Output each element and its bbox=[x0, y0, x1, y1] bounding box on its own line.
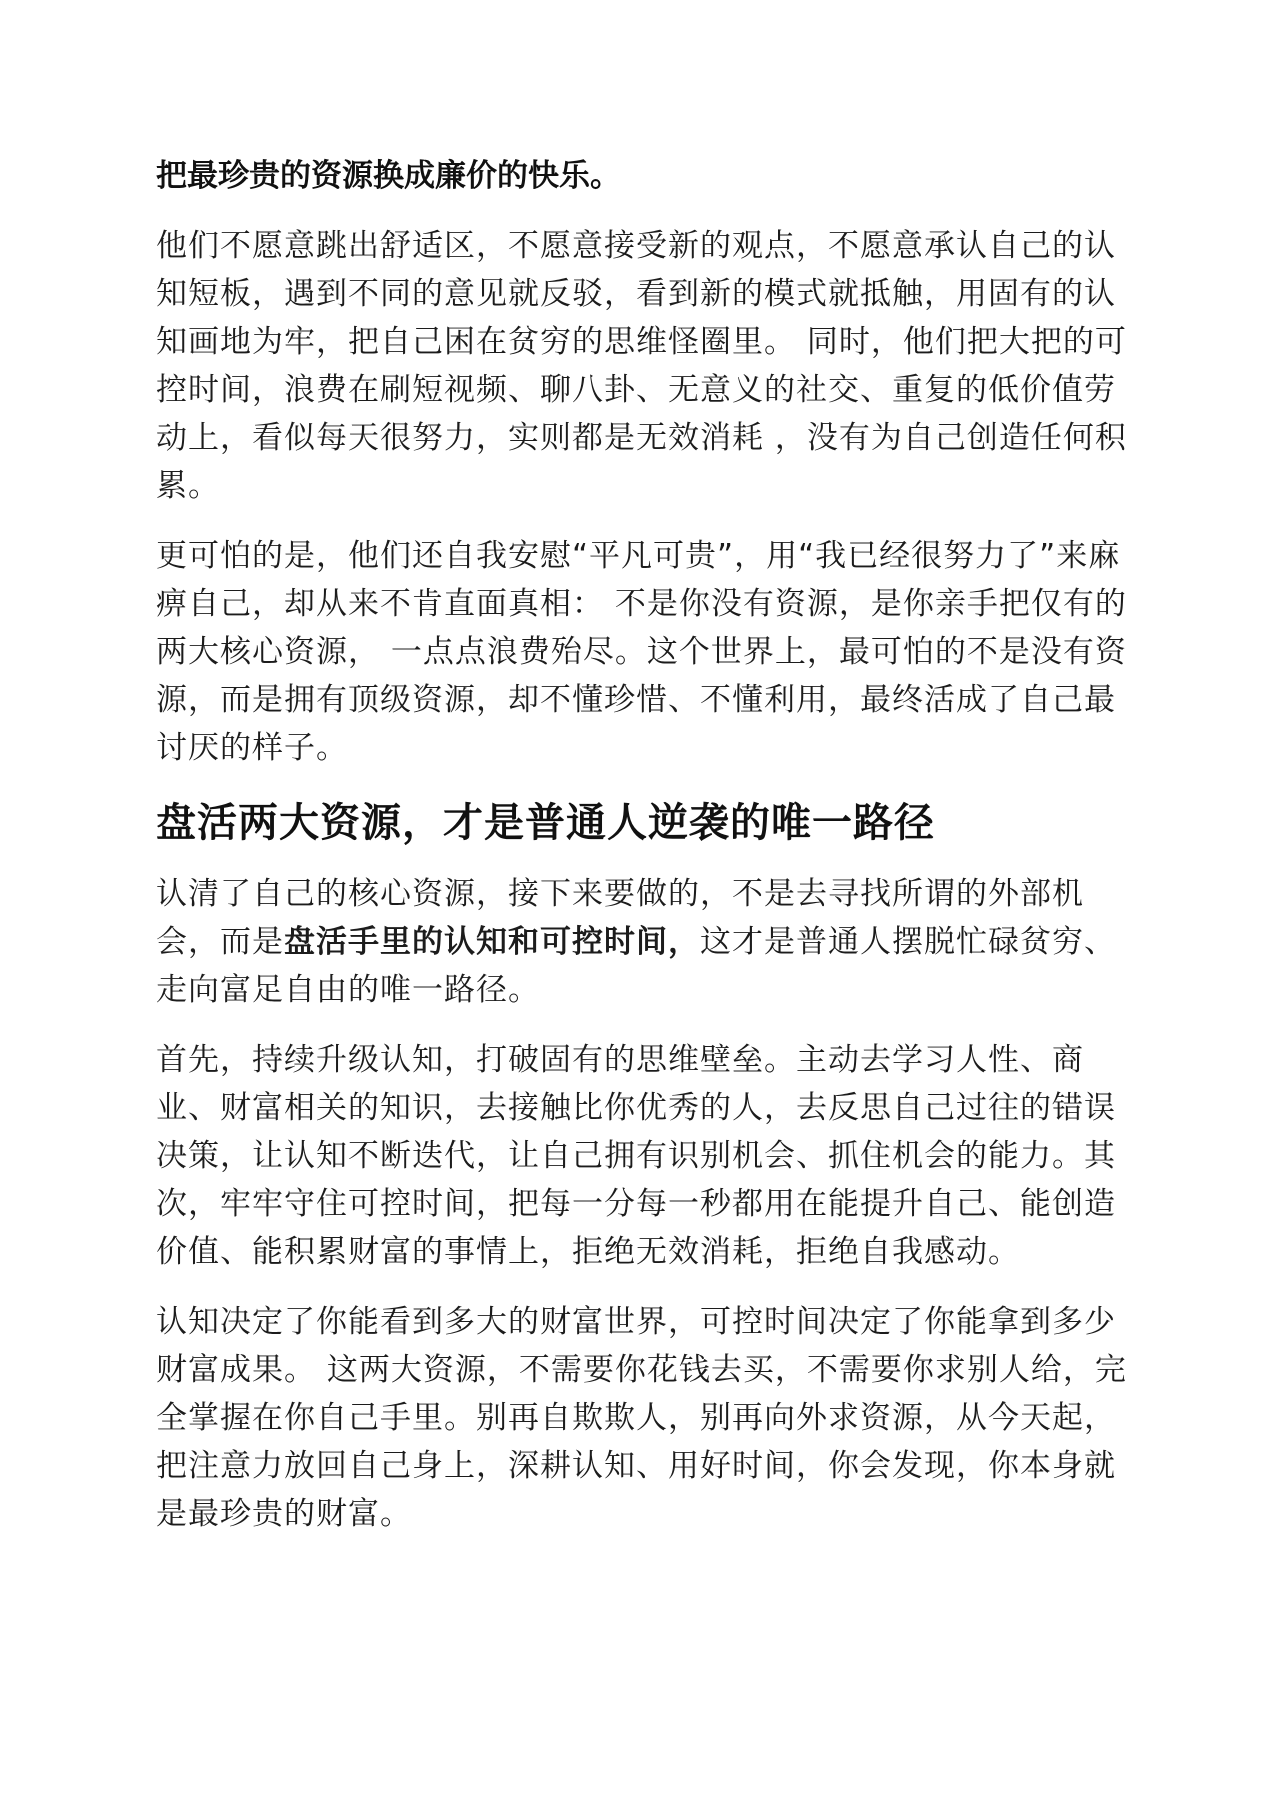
paragraph-upgrade-cognition: 首先，持续升级认知，打破固有的思维壁垒。主动去学习人性、商业、财富相关的知识，去接触比你优秀的人，去反思自己过往的错误决策，让认知不断迭代，让自己拥有识别机会、抓住机会的能力。其次，牢牢守住可控时间，把每一分每一秒都用在能提升自己、能创造价值、能积累财富的事情上，拒绝无效消耗，拒绝自我感动。 bbox=[156, 1042, 1116, 1270]
paragraph-self-comfort: 更可怕的是，他们还自我安慰“平凡可贵”，用“我已经很努力了”来麻痹自己，却从来不肯直面真相： 不是你没有资源，是你亲手把仅有的两大核心资源， 一点点浪费殆尽。这个世界上，最可怕的不是没有资源，而是拥有顶级资源，却不懂珍惜、不懂利用，最终活成了自己最讨厌的样子。 bbox=[156, 538, 1127, 766]
lead-sentence: 把最珍贵的资源换成廉价的快乐。 bbox=[156, 158, 621, 194]
emphasis-text: 盘活手里的认知和可控时间， bbox=[284, 924, 700, 960]
paragraph-text-after: 这才是普通人摆脱忙碌贫穷、走向富足自由的唯一路径。 bbox=[156, 924, 1116, 1008]
paragraph-core-resources bbox=[156, 870, 1132, 1014]
paragraph-text-before: 认清了自己的核心资源，接下来要做的，不是去寻找所谓的外部机会，而是 bbox=[156, 876, 1084, 960]
section-heading: 盘活两大资源，才是普通人逆袭的唯一路径 bbox=[156, 800, 935, 846]
paragraph-conclusion: 认知决定了你能看到多大的财富世界，可控时间决定了你能拿到多少财富成果。 这两大资源，不需要你花钱去买，不需要你求别人给，完全掌握在你自己手里。别再自欺欺人，别再向外求资源，从今天起，把注意力放回自己身上，深耕认知、用好时间，你会发现，你本身就是最珍贵的财富。 bbox=[156, 1304, 1127, 1532]
article-body bbox=[156, 152, 1132, 1560]
paragraph-comfort-zone: 他们不愿意跳出舒适区，不愿意接受新的观点，不愿意承认自己的认知短板，遇到不同的意见就反驳，看到新的模式就抵触，用固有的认知画地为牢，把自己困在贫穷的思维怪圈里。 同时，他们把大把的可控时间，浪费在刷短视频、聊八卦、无意义的社交、重复的低价值劳动上，看似每天很努力，实则都是无效消耗 ，没有为自己创造任何积累。 bbox=[156, 228, 1127, 504]
